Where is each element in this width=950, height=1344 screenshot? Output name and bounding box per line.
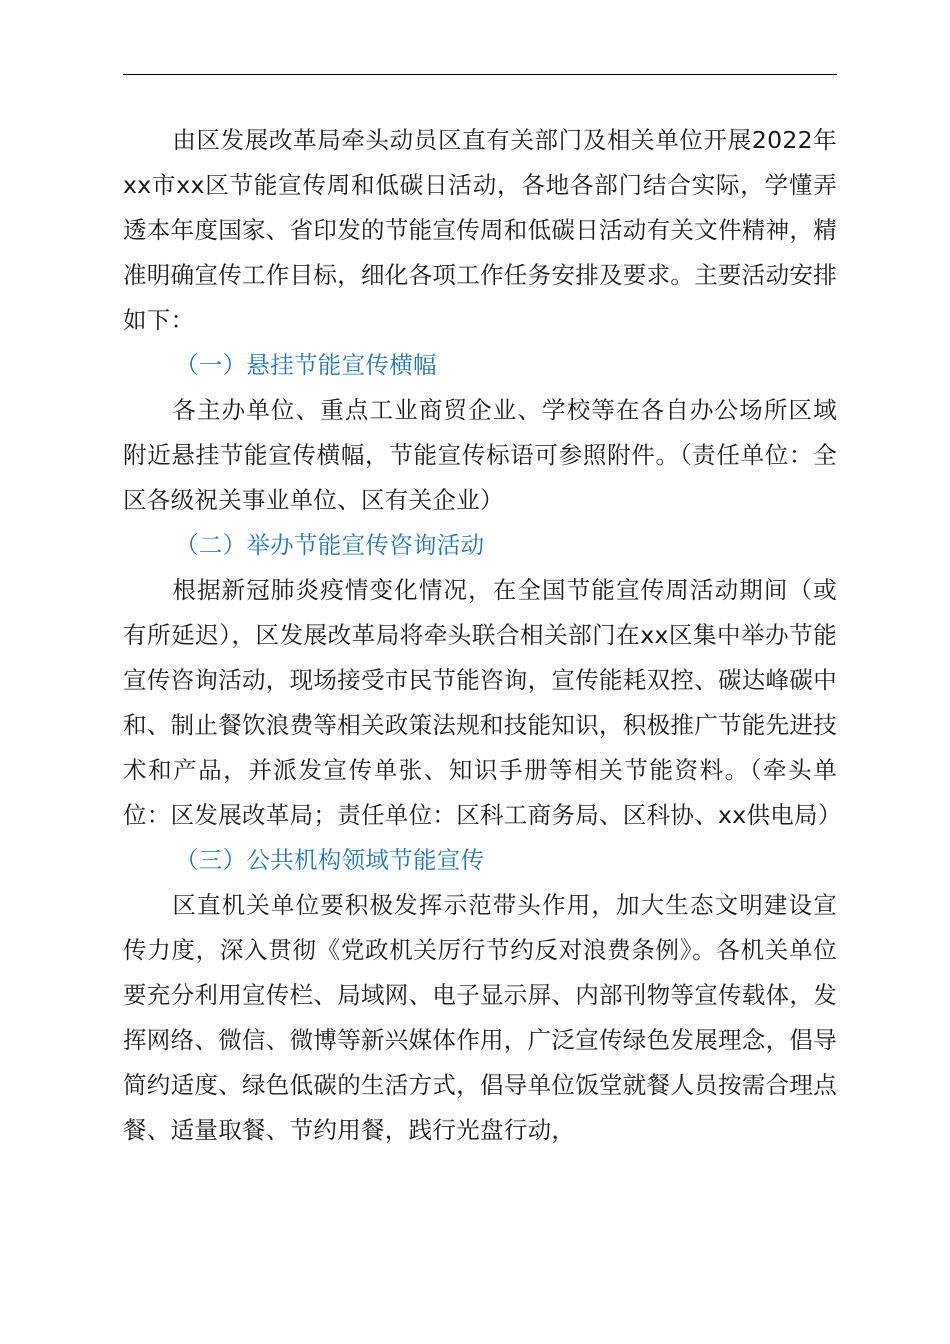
section-heading-1: （一）悬挂节能宣传横幅 [175,351,437,379]
header-rule [123,74,837,75]
section-1-paragraph: 各主办单位、重点工业商贸企业、学校等在各自办公场所区域附近悬挂节能宣传横幅，节能宣传标语可参照附件。（责任单位：全区各级祝关事业单位、区有关企业） [123,396,837,514]
section-heading-3: （三）公共机构领域节能宣传 [175,846,485,874]
section-2-paragraph: 根据新冠肺炎疫情变化情况，在全国节能宣传周活动期间（或有所延迟），区发展改革局将牵头联合相关部门在xx区集中举办节能宣传咨询活动，现场接受市民节能咨询，宣传能耗双控、碳达峰碳中和、制止餐饮浪费等相关政策法规和技能知识，积极推广节能先进技术和产品，并派发宣传单张、知识手册等相关节能资料。（牵头单位：区发展改革局；责任单位：区科工商务局、区科协、xx供电局） [123,576,842,829]
intro-paragraph: 由区发展改革局牵头动员区直有关部门及相关单位开展2022年xx市xx区节能宣传周和低碳日活动，各地各部门结合实际，学懂弄透本年度国家、省印发的节能宣传周和低碳日活动有关文件精神，精准明确宣传工作目标，细化各项工作任务安排及要求。主要活动安排如下： [123,126,837,334]
section-3-paragraph: 区直机关单位要积极发挥示范带头作用，加大生态文明建设宣传力度，深入贯彻《党政机关厉行节约反对浪费条例》。各机关单位要充分利用宣传栏、局域网、电子显示屏、内部刊物等宣传载体，发挥网络、微信、微博等新兴媒体作用，广泛宣传绿色发展理念，倡导简约适度、绿色低碳的生活方式，倡导单位饭堂就餐人员按需合理点餐、适量取餐、节约用餐，践行光盘行动， [123,891,837,1144]
document-body [123,118,842,1153]
section-heading-2: （二）举办节能宣传咨询活动 [175,531,485,559]
